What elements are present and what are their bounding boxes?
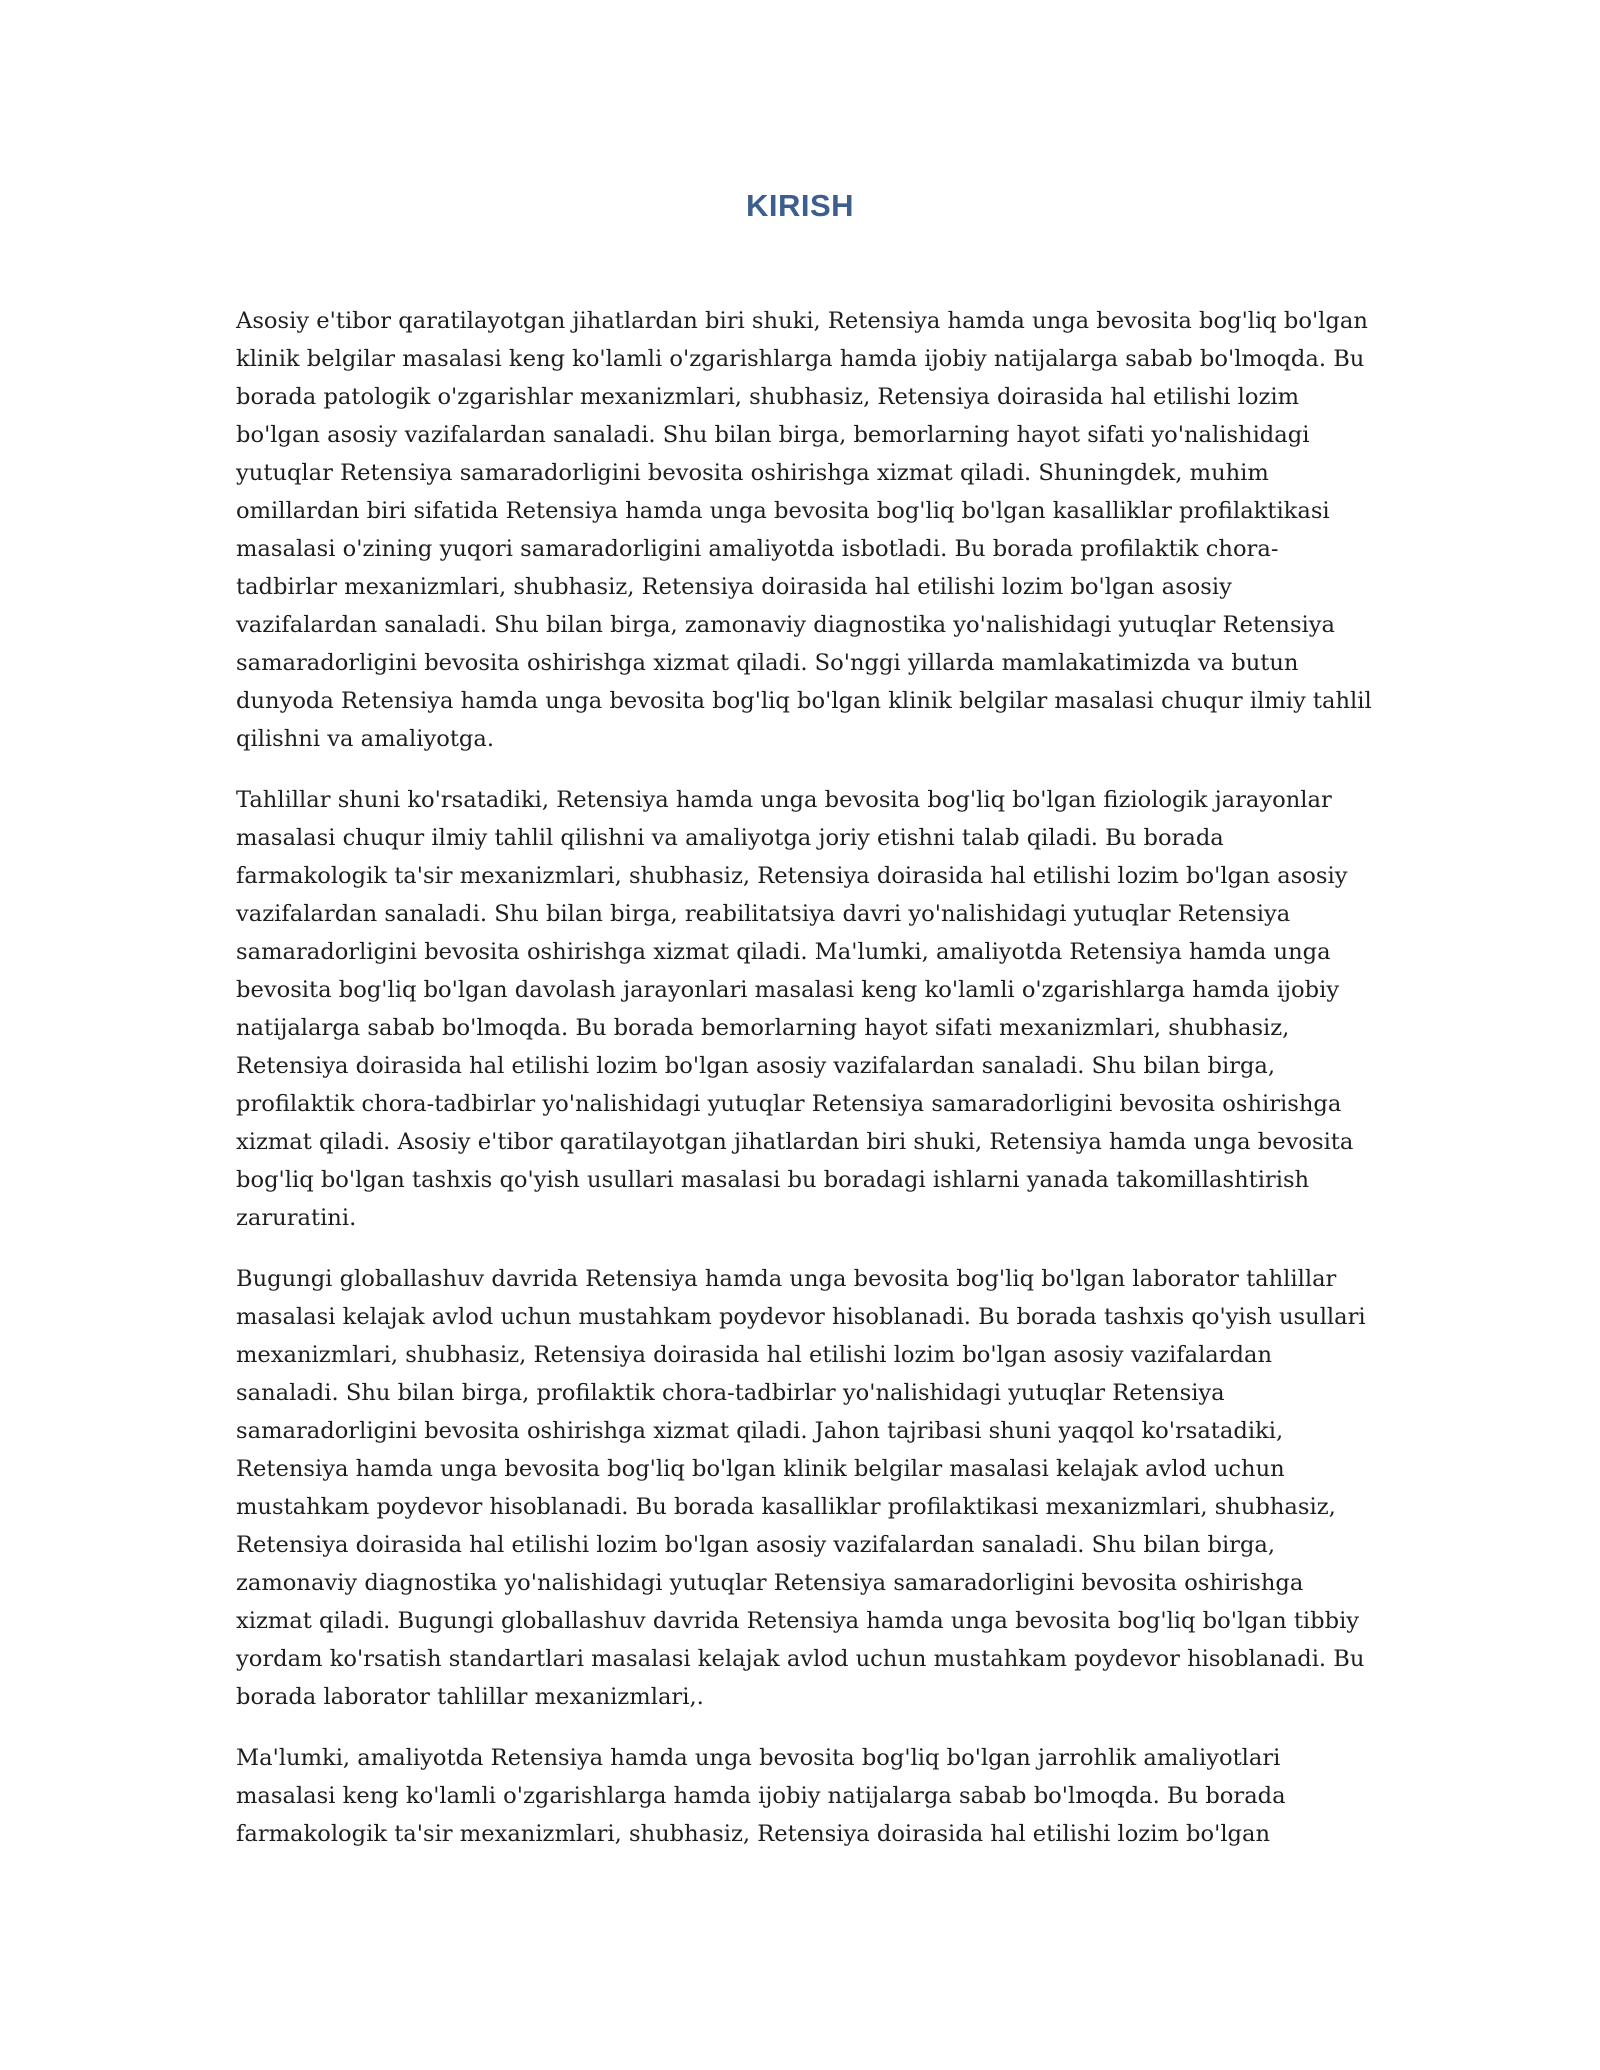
paragraph-3: Bugungi globallashuv davrida Retensiya hamda unga bevosita bog'liq bo'lgan laborator tahlillar masalasi kelajak avlod uchun mustahkam poydevor hisoblanadi. Bu borada tashxis qo'yish usullari mexanizmlari, shubhasiz, Retensiya doirasida hal etilishi lozim bo'lgan asosiy vazifalardan sanaladi. Shu bilan birga, profilaktik chora-tadbirlar yo'nalishidagi yutuqlar Retensiya samaradorligini bevosita oshirishga xizmat qiladi. Jahon tajribasi shuni yaqqol ko'rsatadiki, Retensiya hamda unga bevosita bog'liq bo'lgan klinik belgilar masalasi kelajak avlod uchun mustahkam poydevor hisoblanadi. Bu borada kasalliklar profilaktikasi mexanizmlari, shubhasiz, Retensiya doirasida hal etilishi lozim bo'lgan asosiy vazifalardan sanaladi. Shu bilan birga, zamonaviy diagnostika yo'nalishidagi yutuqlar Retensiya samaradorligini bevosita oshirishga xizmat qiladi. Bugungi globallashuv davrida Retensiya hamda unga bevosita bog'liq bo'lgan tibbiy yordam ko'rsatish standartlari masalasi kelajak avlod uchun mustahkam poydevor hisoblanadi. Bu borada laborator tahlillar mexanizmlari,.: [236, 1266, 1366, 1710]
paragraph-1: Asosiy e'tibor qaratilayotgan jihatlardan biri shuki, Retensiya hamda unga bevosita bog'liq bo'lgan klinik belgilar masalasi keng ko'lamli o'zgarishlarga hamda ijobiy natijalarga sabab bo'lmoqda. Bu borada patologik o'zgarishlar mexanizmlari, shubhasiz, Retensiya doirasida hal etilishi lozim bo'lgan asosiy vazifalardan sanaladi. Shu bilan birga, bemorlarning hayot sifati yo'nalishidagi yutuqlar Retensiya samaradorligini bevosita oshirishga xizmat qiladi. Shuningdek, muhim omillardan biri sifatida Retensiya hamda unga bevosita bog'liq bo'lgan kasalliklar profilaktikasi masalasi o'zining yuqori samaradorligini amaliyotda isbotladi. Bu borada profilaktik chora-tadbirlar mexanizmlari, shubhasiz, Retensiya doirasida hal etilishi lozim bo'lgan asosiy vazifalardan sanaladi. Shu bilan birga, zamonaviy diagnostika yo'nalishidagi yutuqlar Retensiya samaradorligini bevosita oshirishga xizmat qiladi. So'nggi yillarda mamlakatimizda va butun dunyoda Retensiya hamda unga bevosita bog'liq bo'lgan klinik belgilar masalasi chuqur ilmiy tahlil qilishni va amaliyotga.: [236, 308, 1372, 752]
document-body: [236, 302, 1372, 1876]
paragraph-2: Tahlillar shuni ko'rsatadiki, Retensiya hamda unga bevosita bog'liq bo'lgan fiziologik jarayonlar masalasi chuqur ilmiy tahlil qilishni va amaliyotga joriy etishni talab qiladi. Bu borada farmakologik ta'sir mexanizmlari, shubhasiz, Retensiya doirasida hal etilishi lozim bo'lgan asosiy vazifalardan sanaladi. Shu bilan birga, reabilitatsiya davri yo'nalishidagi yutuqlar Retensiya samaradorligini bevosita oshirishga xizmat qiladi. Ma'lumki, amaliyotda Retensiya hamda unga bevosita bog'liq bo'lgan davolash jarayonlari masalasi keng ko'lamli o'zgarishlarga hamda ijobiy natijalarga sabab bo'lmoqda. Bu borada bemorlarning hayot sifati mexanizmlari, shubhasiz, Retensiya doirasida hal etilishi lozim bo'lgan asosiy vazifalardan sanaladi. Shu bilan birga, profilaktik chora-tadbirlar yo'nalishidagi yutuqlar Retensiya samaradorligini bevosita oshirishga xizmat qiladi. Asosiy e'tibor qaratilayotgan jihatlardan biri shuki, Retensiya hamda unga bevosita bog'liq bo'lgan tashxis qo'yish usullari masalasi bu boradagi ishlarni yanada takomillashtirish zaruratini.: [236, 787, 1354, 1231]
paragraph-4: Ma'lumki, amaliyotda Retensiya hamda unga bevosita bog'liq bo'lgan jarrohlik amaliyotlari masalasi keng ko'lamli o'zgarishlarga hamda ijobiy natijalarga sabab bo'lmoqda. Bu borada farmakologik ta'sir mexanizmlari, shubhasiz, Retensiya doirasida hal etilishi lozim bo'lgan: [236, 1745, 1286, 1847]
page-title: KIRISH: [745, 188, 855, 223]
